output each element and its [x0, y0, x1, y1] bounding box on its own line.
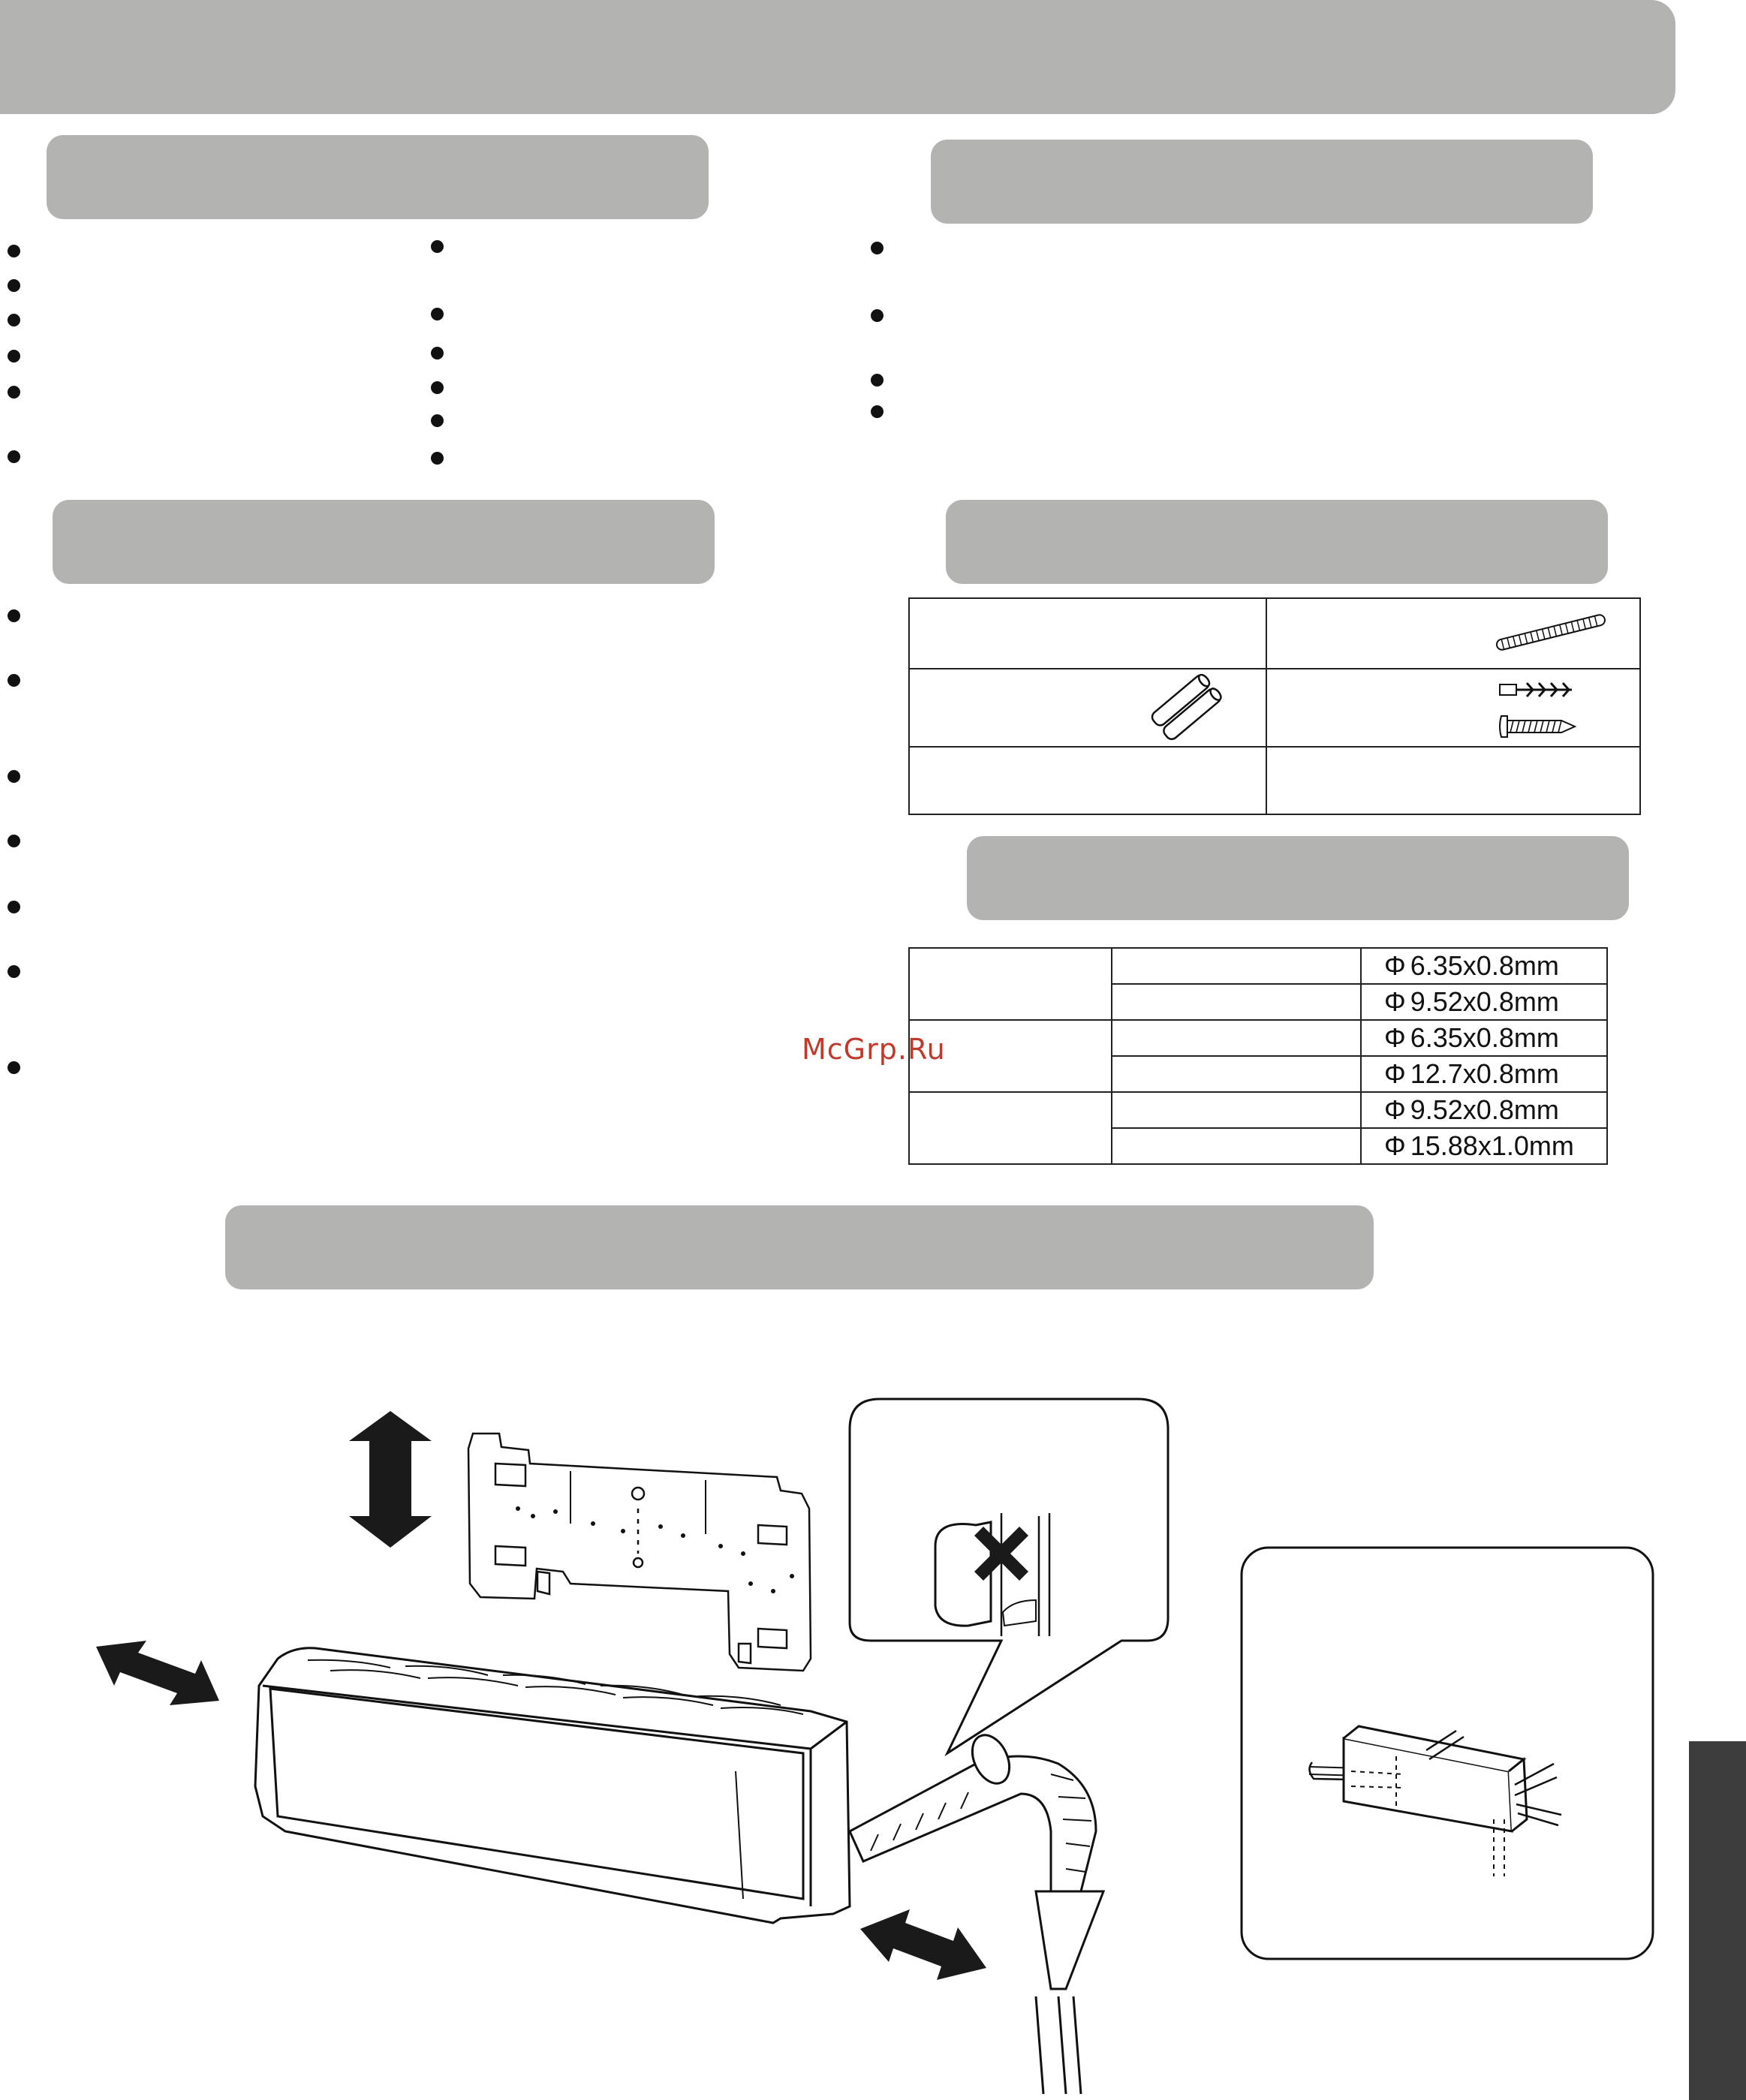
bullet	[8, 835, 20, 847]
bullet	[8, 674, 20, 687]
accessory-cell	[909, 669, 1266, 747]
accessory-cell	[909, 598, 1266, 669]
watermark: McGrp.Ru	[802, 1033, 946, 1066]
bullet	[8, 386, 20, 399]
accessory-cell	[1266, 747, 1640, 814]
accessory-cell	[909, 747, 1266, 814]
page-header-band	[0, 0, 1675, 114]
bullet	[431, 381, 444, 394]
bullet	[871, 242, 884, 254]
accessories-table	[908, 597, 1641, 815]
bullet	[8, 770, 20, 783]
pipe-type-cell	[1112, 984, 1361, 1020]
phi-symbol: Φ	[1384, 1058, 1406, 1089]
section-heading-band-1	[47, 135, 709, 219]
pipe-type-cell	[1112, 1056, 1361, 1092]
battery-icon	[1145, 674, 1228, 742]
pipe-type-cell	[1112, 1128, 1361, 1164]
bullet	[8, 350, 20, 363]
double-arrow-icon	[349, 1411, 432, 1548]
indoor-unit	[255, 1648, 850, 1923]
pipe-type-cell	[1112, 948, 1361, 984]
phi-symbol: Φ	[1384, 1022, 1406, 1053]
accessory-cell	[1266, 598, 1640, 669]
phi-symbol: Φ	[1384, 1130, 1406, 1161]
pipe-spec-table	[908, 947, 1608, 1165]
bullet	[431, 452, 444, 465]
double-arrow-icon	[860, 1909, 986, 1980]
pipe-spec-cell: Φ 15.88x1.0mm	[1361, 1128, 1607, 1164]
mounting-plate	[468, 1434, 811, 1671]
callout-bubble	[850, 1399, 1168, 1753]
phi-symbol: Φ	[1384, 950, 1406, 981]
refrigerant-pipe	[850, 1729, 1103, 2094]
bullet	[8, 965, 20, 978]
pipe-model-cell	[909, 948, 1112, 1020]
section-heading-band-6	[225, 1205, 1374, 1289]
double-arrow-icon	[96, 1641, 219, 1705]
phi-symbol: Φ	[1384, 986, 1406, 1017]
bullet	[8, 279, 20, 292]
installation-diagram	[0, 1306, 1746, 2094]
bullet	[8, 245, 20, 257]
bullet	[871, 309, 884, 322]
bullet	[8, 1061, 20, 1074]
wall-plug-icon	[1497, 675, 1579, 706]
bullet	[8, 609, 20, 622]
bullet	[431, 414, 444, 427]
pipe-spec-cell: Φ 6.35x0.8mm	[1361, 1020, 1607, 1056]
section-heading-band-5	[967, 836, 1629, 920]
side-tab	[1689, 1741, 1746, 2100]
pipe-spec-cell: Φ 9.52x0.8mm	[1361, 984, 1607, 1020]
section-heading-band-3	[53, 500, 715, 584]
bullet	[8, 901, 20, 913]
section-heading-band-2	[931, 140, 1593, 224]
detail-inset	[1242, 1548, 1653, 1959]
bullet	[8, 314, 20, 326]
bullet	[8, 450, 20, 463]
pipe-spec-cell: Φ 6.35x0.8mm	[1361, 948, 1607, 984]
pipe-spec-cell: Φ 12.7x0.8mm	[1361, 1056, 1607, 1092]
section-heading-band-4	[946, 500, 1608, 584]
bullet	[871, 405, 884, 418]
bullet	[431, 240, 444, 253]
bullet	[431, 347, 444, 360]
pipe-type-cell	[1112, 1020, 1361, 1056]
pipe-model-cell	[909, 1092, 1112, 1164]
insulation-tube-icon	[1489, 606, 1609, 659]
accessory-cell	[1266, 669, 1640, 747]
bullet	[431, 308, 444, 320]
pipe-spec-cell: Φ 9.52x0.8mm	[1361, 1092, 1607, 1128]
screw-icon	[1497, 712, 1579, 742]
pipe-type-cell	[1112, 1092, 1361, 1128]
bullet	[871, 374, 884, 387]
phi-symbol: Φ	[1384, 1094, 1406, 1125]
